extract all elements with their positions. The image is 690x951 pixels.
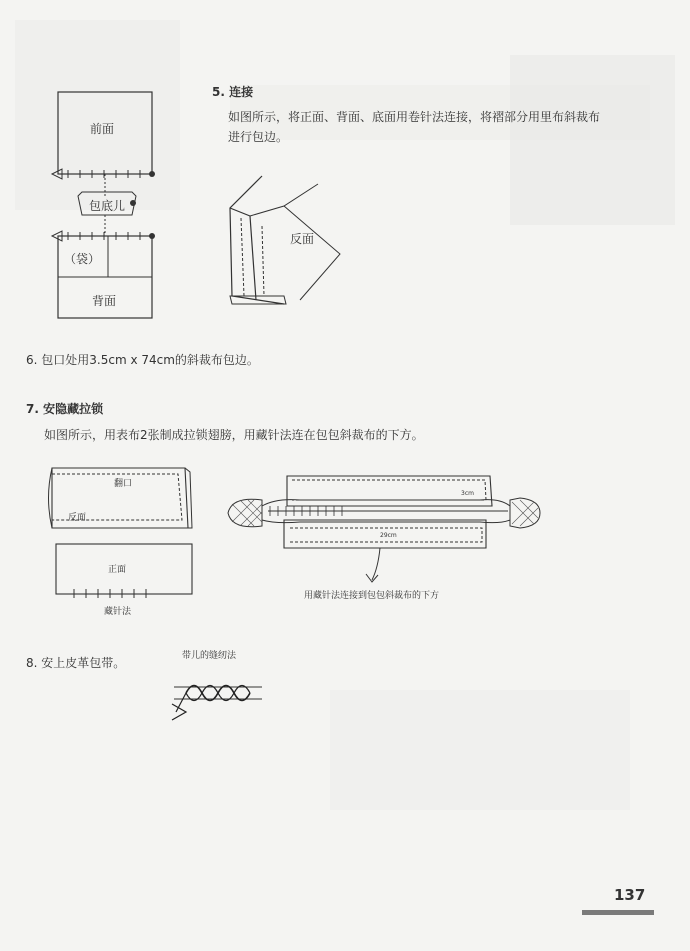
zipper-front-label: 正面: [108, 565, 127, 575]
zipper-reverse-label: 反面: [68, 513, 87, 523]
zipper-caption: 用藏针法连接到包包斜裁布的下方: [304, 591, 440, 601]
fold-opening-label: 翻口: [114, 479, 133, 489]
page-number: 137: [614, 886, 646, 904]
bag-label: （袋）: [64, 252, 101, 266]
step6-text: 6. 包口处用3.5cm x 74cm的斜裁布包边。: [26, 353, 259, 367]
footer-rule: [582, 910, 654, 915]
front-panel-label: 前面: [90, 122, 115, 136]
step7-heading: 7. 安隐藏拉锁: [26, 402, 104, 416]
step5-text-line2: 进行包边。: [228, 130, 289, 144]
dimension-3cm: 3cm: [461, 490, 474, 497]
step7-text: 如图所示，用表布2张制成拉锁翅膀，用藏针法连在包包斜裁布的下方。: [44, 428, 424, 442]
blind-stitch-label: 藏针法: [104, 607, 132, 617]
reverse-side-label: 反面: [290, 232, 315, 246]
step8-text: 8. 安上皮革包带。: [26, 656, 126, 670]
step5-text-line1: 如图所示，将正面、背面、底面用卷针法连接，将褶部分用里布斜裁布: [228, 110, 601, 124]
bottom-pocket-label: 包底儿: [89, 199, 126, 213]
dimension-29cm: 29cm: [380, 532, 397, 539]
back-panel-label: 背面: [92, 294, 117, 308]
strap-sewing-title: 带儿的缝纫法: [182, 651, 237, 661]
step5-heading: 5. 连接: [212, 85, 254, 99]
